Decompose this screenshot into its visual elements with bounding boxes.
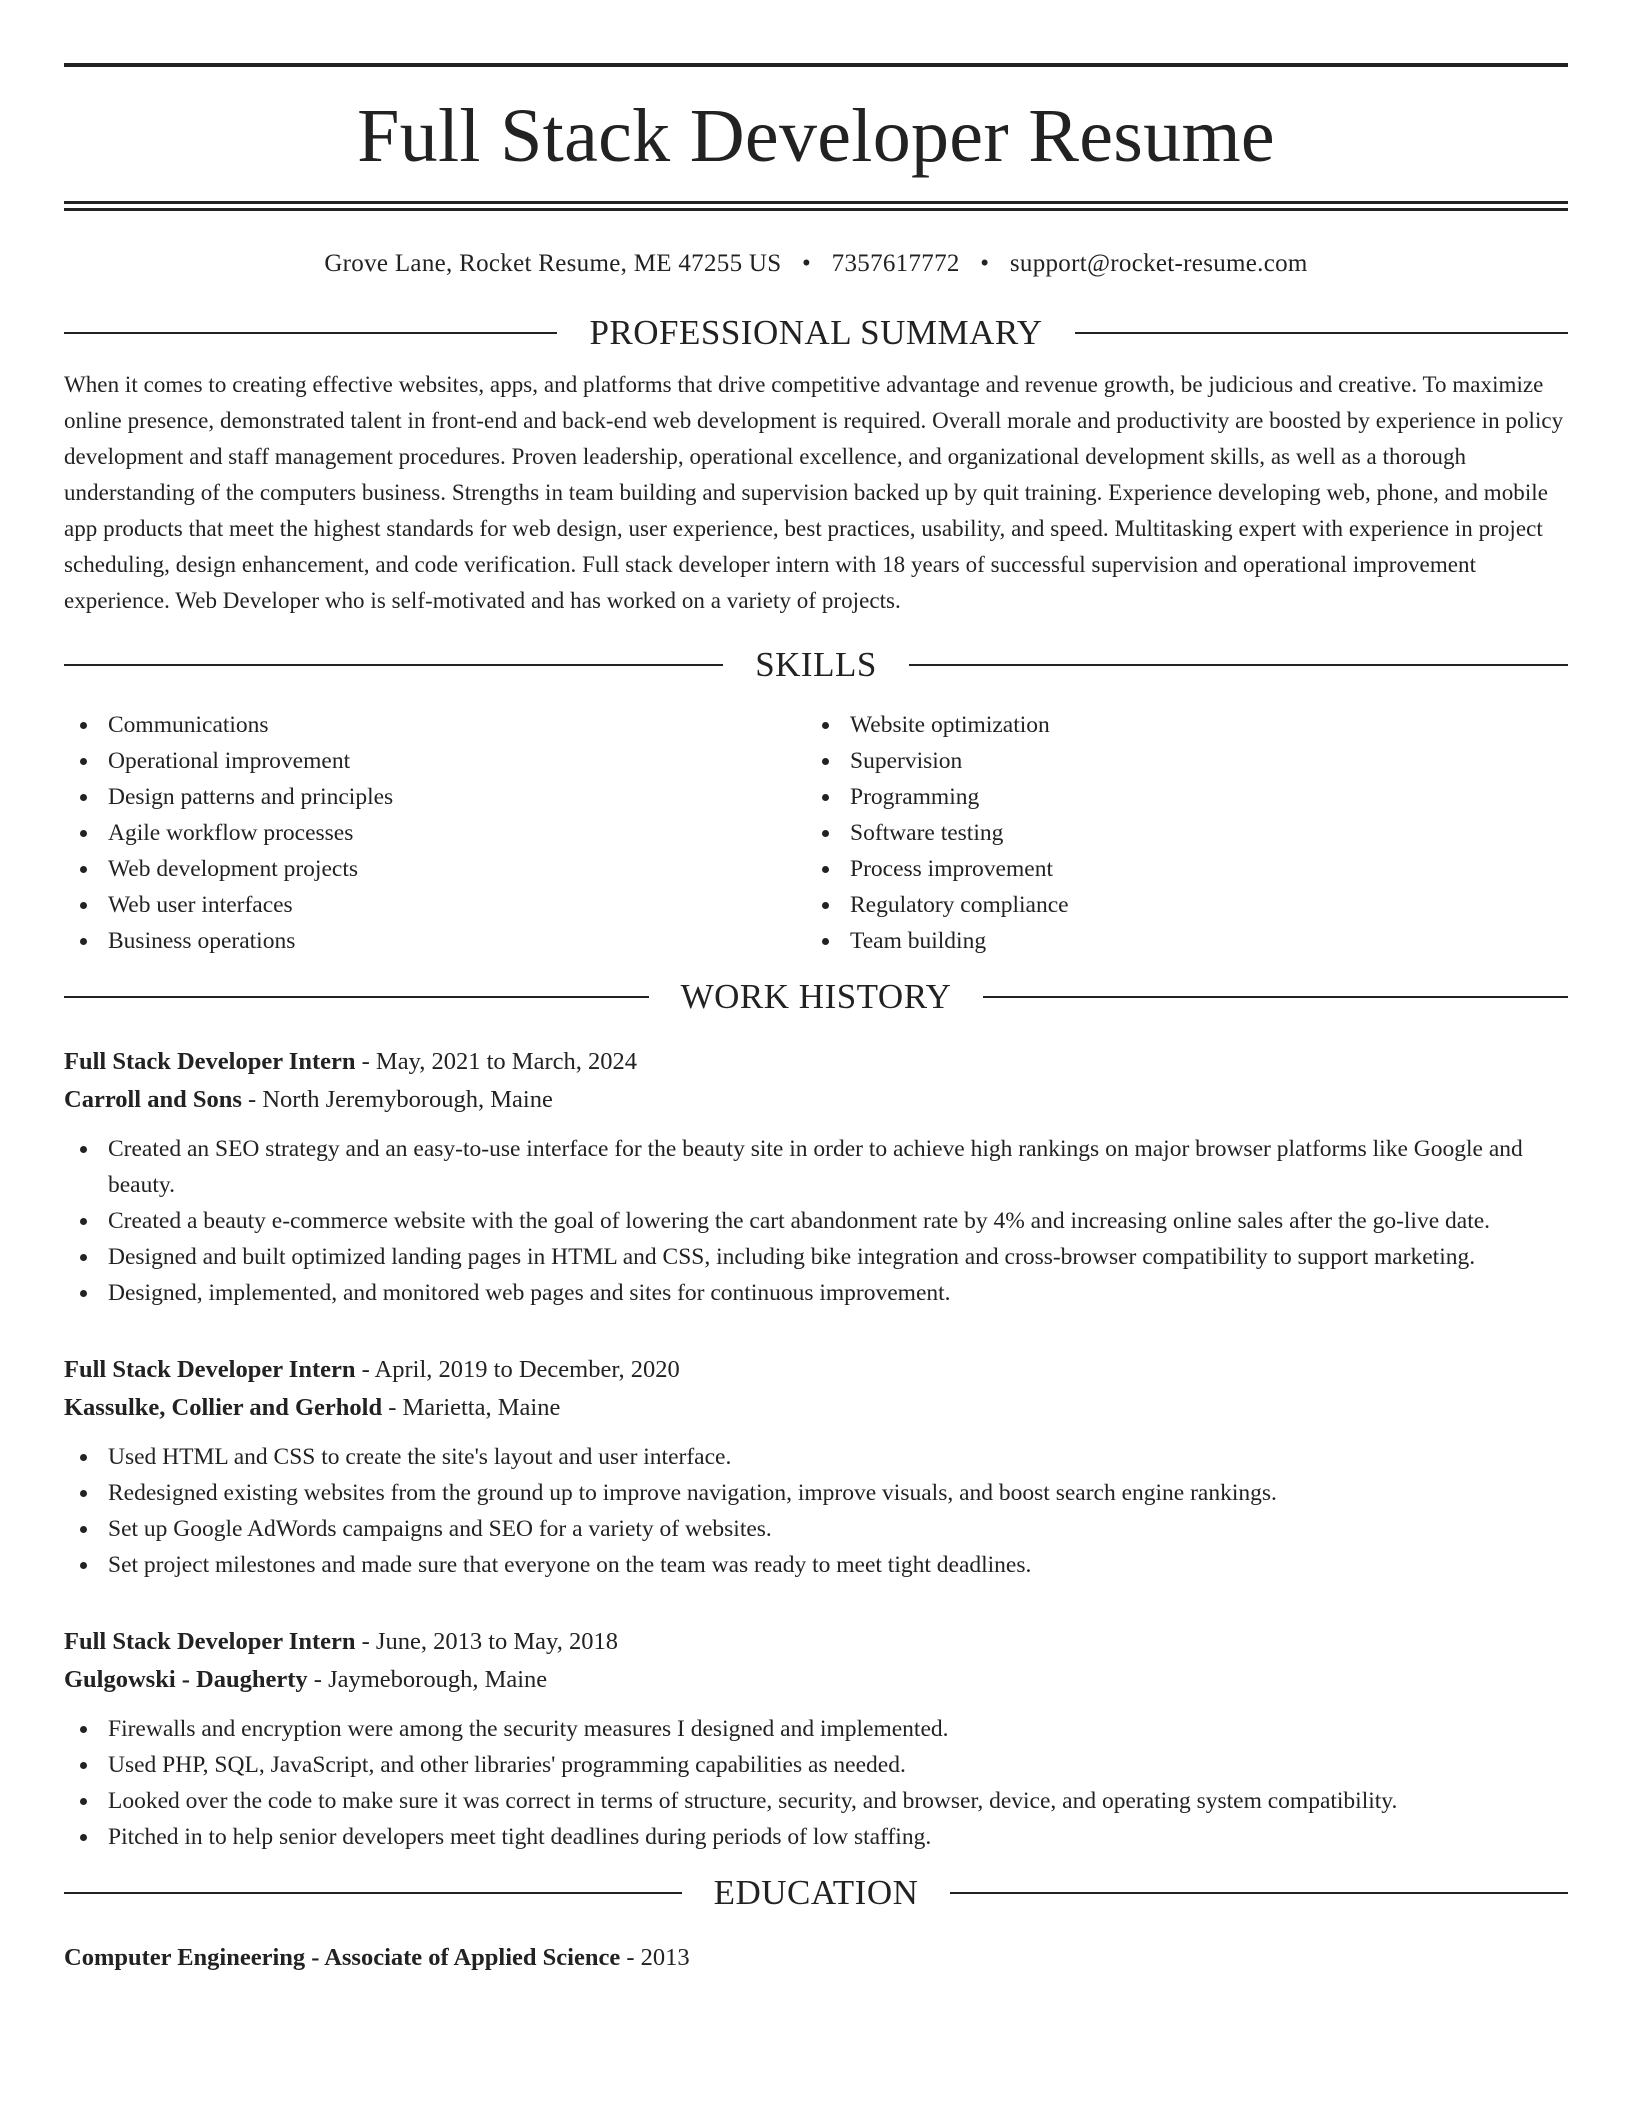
- skill-item: Operational improvement: [64, 743, 806, 779]
- skill-item: Team building: [806, 923, 1548, 959]
- job-title: Full Stack Developer Intern: [64, 1628, 356, 1655]
- contact-phone: 7357617772: [831, 250, 960, 277]
- job-bullet: Pitched in to help senior developers meet tight deadlines during periods of low staffing.: [64, 1819, 1568, 1855]
- heading-rule-right: [983, 996, 1568, 998]
- skill-item: Regulatory compliance: [806, 887, 1548, 923]
- heading-rule-left: [64, 996, 649, 998]
- skills-list-left: [64, 707, 806, 959]
- skill-item: Software testing: [806, 815, 1548, 851]
- section-title-education: EDUCATION: [713, 1873, 919, 1912]
- skills-columns: [64, 707, 1568, 959]
- job-title: Full Stack Developer Intern: [64, 1048, 356, 1075]
- summary-paragraph: When it comes to creating effective websites, apps, and platforms that drive competitive advantage and revenue growth, be judicious and creative. To maximize online presence, demonstrated talent in front-end and back-end web development is required. Overall morale and productivity are boosted by experience in policy development and staff management procedures. Proven leadership, operational excellence, and organizational development skills, as well as a thorough understanding of the computers business. Strengths in team building and supervision backed up by quit training. Experience developing web, phone, and mobile app products that meet the highest standards for web design, user experience, best practices, usability, and speed. Multitasking expert with experience in project scheduling, design enhancement, and code verification. Full stack developer intern with 18 years of successful supervision and operational improvement experience. Web Developer who is self-motivated and has worked on a variety of projects.: [64, 372, 1564, 613]
- section-heading-skills: [64, 643, 1568, 687]
- job-bullet: Redesigned existing websites from the ground up to improve navigation, improve visuals, and boost search engine rankings.: [64, 1475, 1568, 1511]
- contact-address: Grove Lane, Rocket Resume, ME 47255 US: [324, 250, 782, 277]
- job-dates: - June, 2013 to May, 2018: [355, 1628, 618, 1655]
- job-title-line: [64, 1351, 1568, 1389]
- job-entry: [64, 1043, 1568, 1311]
- job-bullets: [64, 1711, 1568, 1855]
- skill-item: Supervision: [806, 743, 1548, 779]
- contact-email: support@rocket-resume.com: [1009, 250, 1308, 277]
- contact-separator: •: [802, 250, 812, 277]
- heading-rule-right: [1075, 332, 1568, 334]
- heading-rule-left: [64, 1892, 682, 1894]
- job-bullet: Firewalls and encryption were among the security measures I designed and implemented.: [64, 1711, 1568, 1747]
- education-entry: [64, 1939, 1568, 1977]
- job-bullet: Set project milestones and made sure that everyone on the team was ready to meet tight deadlines.: [64, 1547, 1568, 1583]
- job-bullet: Used PHP, SQL, JavaScript, and other libraries' programming capabilities as needed.: [64, 1747, 1568, 1783]
- heading-rule-left: [64, 664, 723, 666]
- job-dates: - April, 2019 to December, 2020: [355, 1356, 680, 1383]
- job-entry: [64, 1351, 1568, 1583]
- job-bullet: Used HTML and CSS to create the site's layout and user interface.: [64, 1439, 1568, 1475]
- resume-title: Full Stack Developer Resume: [357, 94, 1275, 178]
- job-company: Kassulke, Collier and Gerhold: [64, 1394, 383, 1421]
- skill-item: Web development projects: [64, 851, 806, 887]
- job-bullet: Designed and built optimized landing pages in HTML and CSS, including bike integration and cross-browser compatibility to support marketing.: [64, 1239, 1568, 1275]
- skill-item: Design patterns and principles: [64, 779, 806, 815]
- job-location: - North Jeremyborough, Maine: [241, 1086, 553, 1113]
- job-company: Gulgowski - Daugherty: [64, 1666, 308, 1693]
- job-bullet: Created a beauty e-commerce website with the goal of lowering the cart abandonment rate by 4% and increasing online sales after the go-live date.: [64, 1203, 1568, 1239]
- skill-item: Programming: [806, 779, 1548, 815]
- skill-item: Agile workflow processes: [64, 815, 806, 851]
- job-company-line: [64, 1389, 1568, 1427]
- contact-separator: •: [980, 250, 990, 277]
- section-heading-education: [64, 1871, 1568, 1915]
- skill-item: Website optimization: [806, 707, 1548, 743]
- job-company: Carroll and Sons: [64, 1086, 242, 1113]
- job-entry: [64, 1623, 1568, 1855]
- job-location: - Jaymeborough, Maine: [307, 1666, 548, 1693]
- heading-rule-right: [909, 664, 1568, 666]
- job-bullets: [64, 1439, 1568, 1583]
- section-title-work: WORK HISTORY: [680, 977, 952, 1016]
- section-heading-work: [64, 975, 1568, 1019]
- job-title-line: [64, 1623, 1568, 1661]
- job-company-line: [64, 1661, 1568, 1699]
- job-dates: - May, 2021 to March, 2024: [355, 1048, 637, 1075]
- job-title-line: [64, 1043, 1568, 1081]
- job-bullet: Designed, implemented, and monitored web pages and sites for continuous improvement.: [64, 1275, 1568, 1311]
- job-bullets: [64, 1131, 1568, 1311]
- job-title: Full Stack Developer Intern: [64, 1356, 356, 1383]
- education-year: - 2013: [620, 1944, 690, 1971]
- heading-rule-left: [64, 332, 557, 334]
- contact-line: [64, 247, 1568, 281]
- skill-item: Communications: [64, 707, 806, 743]
- skill-item: Business operations: [64, 923, 806, 959]
- education-degree: Computer Engineering - Associate of Applied Science: [64, 1944, 621, 1971]
- job-location: - Marietta, Maine: [382, 1394, 561, 1421]
- job-bullet: Created an SEO strategy and an easy-to-use interface for the beauty site in order to achieve high rankings on major browser platforms like Google and beauty.: [64, 1131, 1568, 1203]
- section-heading-summary: [64, 311, 1568, 355]
- heading-rule-right: [950, 1892, 1568, 1894]
- job-company-line: [64, 1081, 1568, 1119]
- skills-list-right: [806, 707, 1548, 959]
- skill-item: Web user interfaces: [64, 887, 806, 923]
- section-title-skills: SKILLS: [755, 645, 877, 684]
- job-bullet: Set up Google AdWords campaigns and SEO for a variety of websites.: [64, 1511, 1568, 1547]
- resume-page: [64, 0, 1568, 1977]
- title-double-rule: [64, 201, 1568, 211]
- job-bullet: Looked over the code to make sure it was correct in terms of structure, security, and browser, device, and operating system compatibility.: [64, 1783, 1568, 1819]
- section-title-summary: PROFESSIONAL SUMMARY: [589, 313, 1043, 352]
- skill-item: Process improvement: [806, 851, 1548, 887]
